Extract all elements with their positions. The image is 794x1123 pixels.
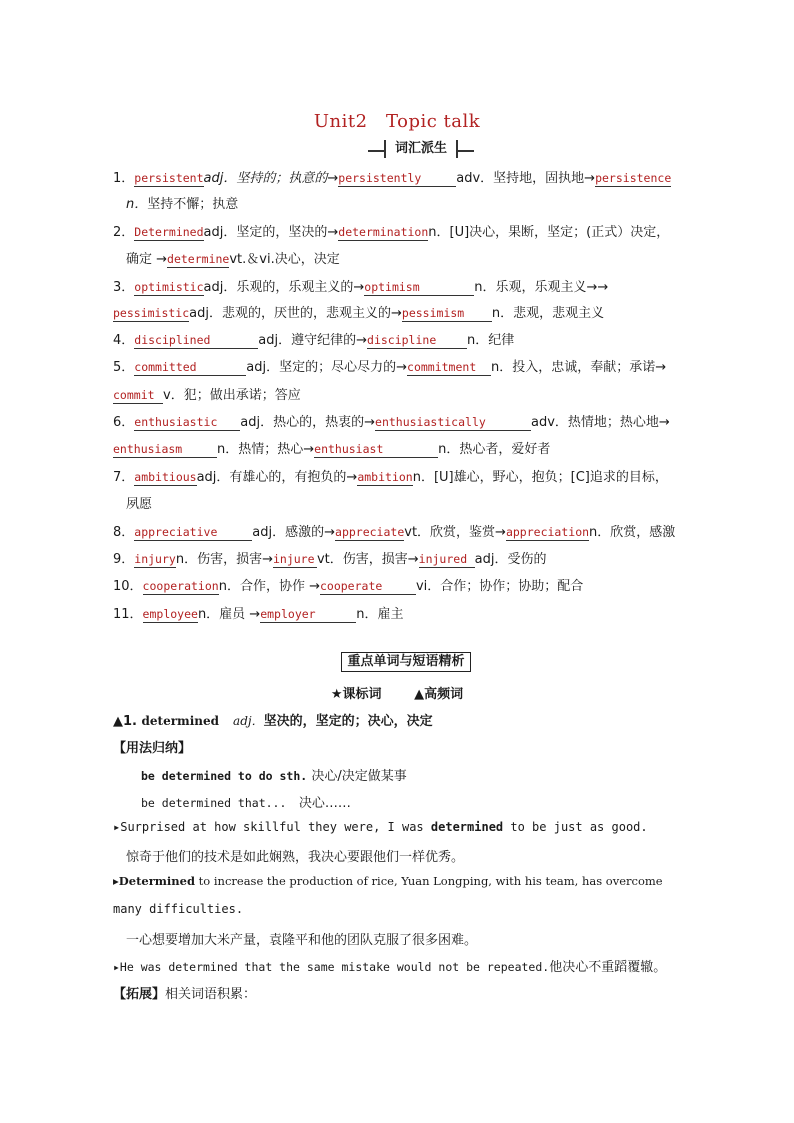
legend-curriculum-word: ★课标词 (330, 687, 382, 702)
page-title: Unit2 Topic talk (313, 111, 481, 132)
vocab-item-6-cont (113, 441, 713, 459)
definition: vt.＆vi.决心，决定 (229, 252, 340, 267)
vocab-item-2 (113, 224, 713, 242)
vocab-item-8 (113, 524, 713, 542)
entry-pos: adj． (233, 714, 264, 728)
answer-blank: injured (419, 552, 475, 568)
answer-blank: pessimism (402, 306, 492, 322)
vocab-item-6 (113, 414, 713, 432)
answer-blank: persistently (338, 171, 456, 187)
vocab-item-2-cont (126, 251, 726, 269)
vocab-item-4 (113, 332, 713, 350)
answer-blank: employer (260, 607, 356, 623)
definition: n．纪律 (467, 333, 515, 348)
vocab-item-1 (113, 170, 713, 188)
answer-blank: persistent (134, 171, 204, 185)
definition: adv．坚持地，固执地→ (456, 171, 596, 186)
definition: vt．欣赏，鉴赏→ (404, 525, 506, 540)
usage-heading: 【用法归纳】 (113, 741, 192, 756)
definition: n．伤害，损害→ (175, 552, 273, 567)
answer-blank: committed (134, 360, 246, 376)
answer-blank: injure (273, 552, 317, 568)
usage-meaning: 决心…… (298, 796, 351, 811)
example-1 (113, 820, 648, 834)
example-text: ▸Surprised at how skillful they were, I was (113, 820, 431, 834)
example-3 (113, 956, 666, 975)
answer-blank: optimism (364, 280, 474, 296)
example-2-translation: 一心想要增加大米产量，袁隆平和他的团队克服了很多困难。 (126, 933, 478, 948)
example-text: ▸He was determined that the same mistake would not be repeated. (113, 960, 550, 974)
banner-label: 词汇派生 (384, 140, 458, 158)
example-translation: 他决心不重蹈覆辙。 (549, 960, 667, 975)
usage-pattern: be determined to do sth. (141, 769, 308, 783)
item-number: 2． (113, 225, 135, 240)
definition: vt．伤害，损害→ (316, 552, 419, 567)
definition: v．犯；做出承诺；答应 (163, 388, 301, 403)
item-number: 5． (113, 360, 135, 375)
item-number: 8． (113, 525, 135, 540)
usage-line-2 (141, 792, 351, 811)
item-number: 10． (113, 579, 143, 594)
item-number: 9． (113, 552, 135, 567)
answer-blank: enthusiastically (375, 415, 531, 431)
example-keyword: Determined (118, 874, 196, 888)
item-number: 3． (113, 280, 135, 295)
item-number: 11． (113, 607, 143, 622)
extension-line (113, 983, 256, 1002)
example-text: to increase the production of rice, Yuan Longping, with his team, has overcome (195, 874, 663, 888)
definition: adj．感激的→ (252, 525, 336, 540)
answer-blank: Determined (134, 225, 204, 239)
vocab-item-1-cont (126, 196, 726, 214)
vocab-item-7-cont (126, 496, 726, 514)
usage-pattern: be determined that... (141, 796, 287, 810)
answer-blank: discipline (367, 333, 467, 349)
definition: 确定 → (126, 252, 168, 267)
answer-blank: determination (338, 225, 429, 239)
answer-blank: determine (167, 252, 230, 266)
definition: n．合作，协作 → (218, 579, 320, 594)
definition: n．雇主 (356, 607, 404, 622)
entry-meaning: 坚决的，坚定的；决心，决定 (263, 714, 433, 729)
entry-number: ▲1. (113, 714, 137, 729)
example-text: ▸ (113, 874, 119, 888)
answer-blank: enthusiasm (113, 442, 217, 458)
example-1-translation: 惊奇于他们的技术是如此娴熟，我决心要跟他们一样优秀。 (126, 850, 465, 865)
definition: n．热心者，爱好者 (438, 442, 551, 457)
definition: adj．坚定的，坚决的→ (203, 225, 339, 240)
answer-blank: commitment (407, 360, 491, 376)
answer-blank: employee (142, 607, 198, 621)
answer-blank: ambitious (134, 470, 197, 484)
definition: n．投入，忠诚，奉献；承诺→ (491, 360, 667, 375)
answer-blank: enthusiastic (134, 415, 240, 431)
legend-high-frequency-word: ▲高频词 (414, 687, 464, 702)
answer-blank: commit (113, 388, 163, 404)
definition: adj．热心的，热衷的→ (240, 415, 376, 430)
definition: n．热情；热心→ (217, 442, 315, 457)
vocab-item-3-cont (113, 305, 713, 323)
item-number: 1． (113, 171, 135, 186)
example-2-cont: many difficulties. (113, 902, 244, 916)
item-number: 6． (113, 415, 135, 430)
answer-blank: appreciative (134, 525, 252, 541)
definition: adj．受伤的 (474, 552, 547, 567)
definition: adj．坚持的；执意的→ (203, 171, 339, 186)
answer-blank: pessimistic (113, 306, 190, 320)
usage-line-1 (141, 765, 407, 784)
legend (0, 683, 794, 702)
vocab-item-11 (113, 606, 713, 624)
section-title-box: 重点单词与短语精析 (341, 652, 471, 672)
answer-blank: optimistic (134, 280, 204, 294)
vocab-item-5 (113, 359, 713, 377)
example-keyword: determined (430, 820, 504, 834)
answer-blank: persistence (595, 171, 672, 185)
item-number: 7． (113, 470, 135, 485)
section-banner (368, 140, 474, 158)
usage-meaning: 决心/决定做某事 (311, 769, 407, 784)
answer-blank: cooperate (320, 579, 416, 595)
definition: adj．遵守纪律的→ (258, 333, 368, 348)
definition: n．[U]雄心，野心，抱负；[C]追求的目标， (412, 470, 668, 485)
answer-blank: disciplined (134, 333, 258, 349)
example-2 (113, 874, 663, 888)
vocab-item-5-cont (113, 387, 713, 405)
definition: n．欣赏，感激 (589, 525, 676, 540)
item-number: 4． (113, 333, 135, 348)
answer-blank: injury (134, 552, 176, 566)
answer-blank: appreciate (335, 525, 405, 539)
definition: vi．合作；协作；协助；配合 (415, 579, 584, 594)
extension-text: 相关词语积累： (165, 987, 257, 1002)
definition: adj．有雄心的，有抱负的→ (196, 470, 358, 485)
entry-word: determined (141, 714, 220, 728)
definition: adv．热情地；热心地→ (531, 415, 670, 430)
example-text: to be just as good. (503, 820, 648, 834)
answer-blank: enthusiast (314, 442, 438, 458)
answer-blank: appreciation (505, 525, 590, 539)
definition: adj．坚定的；尽心尽力的→ (246, 360, 408, 375)
vocab-item-7 (113, 469, 713, 487)
pos-label: n． (126, 197, 148, 212)
word-entry (113, 710, 433, 729)
definition: adj．悲观的，厌世的，悲观主义的→ (189, 306, 402, 321)
definition: 夙愿 (126, 497, 153, 512)
answer-blank: ambition (357, 470, 413, 484)
definition: 坚持不懈；执意 (147, 197, 239, 212)
definition: n．雇员 → (197, 607, 261, 622)
definition: adj．乐观的，乐观主义的→ (203, 280, 365, 295)
definition: n．乐观，乐观主义→→ (474, 280, 609, 295)
vocab-item-10 (113, 578, 713, 596)
vocab-item-3 (113, 279, 713, 297)
answer-blank: cooperation (142, 579, 219, 593)
vocab-item-9 (113, 551, 713, 569)
definition: n．悲观，悲观主义 (491, 306, 605, 321)
definition: n．[U]决心，果断，坚定；(正式）决定， (428, 225, 670, 240)
extension-label: 【拓展】 (113, 987, 166, 1002)
